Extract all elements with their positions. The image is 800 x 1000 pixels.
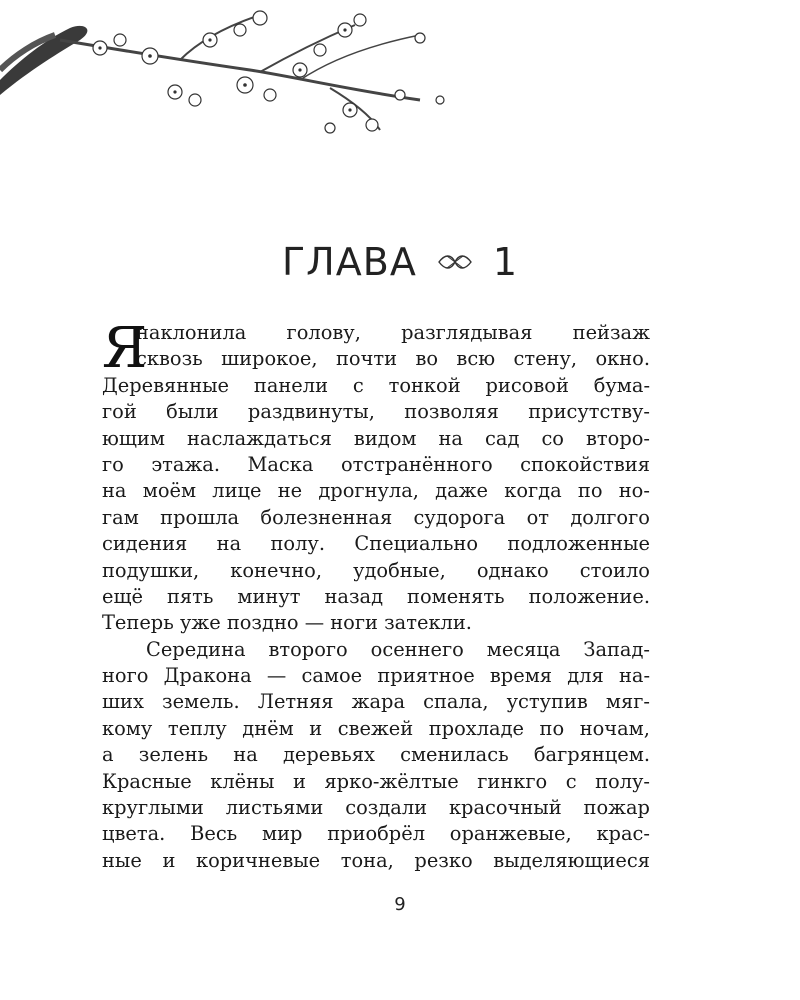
text-line: го этажа. Маска отстранённого спокойствия	[102, 452, 650, 476]
text-line: круглыми листьями создали красочный пожар	[102, 796, 650, 820]
text-line: ного Дракона — самое приятное время для на-	[102, 664, 650, 688]
chapter-heading	[0, 240, 800, 284]
text-line: сквозь широкое, почти во всю стену, окно.	[136, 347, 650, 371]
text-line: на моём лице не дрогнула, даже когда по но-	[102, 479, 650, 503]
paragraph-2	[102, 637, 650, 875]
text-line: цвета. Весь мир приобрёл оранжевые, крас-	[102, 822, 650, 846]
text-line: гой были раздвинуты, позволяя присутству-	[102, 400, 650, 424]
text-line: подушки, конечно, удобные, однако стоило	[102, 558, 650, 582]
paragraph-1	[102, 316, 650, 637]
text-line: Деревянные панели с тонкой рисовой бума-	[102, 373, 650, 397]
text-line: кому теплу днём и свежей прохладе по ночам,	[102, 716, 650, 740]
text-line: ещё пять минут назад поменять положение.	[102, 584, 650, 608]
text-line: наклонила голову, разглядывая пейзаж	[136, 321, 650, 344]
text-line: ные и коричневые тона, резко выделяющиеся	[102, 848, 650, 872]
text-line: а зелень на деревьях сменилась багрянцем.	[102, 743, 650, 767]
chapter-number: 1	[492, 240, 518, 284]
body-text	[102, 316, 650, 874]
text-line: Красные клёны и ярко-жёлтые гинкго с полу-	[102, 769, 650, 793]
page-number: 9	[394, 894, 406, 915]
text-line: Теперь уже поздно — ноги затекли.	[102, 611, 472, 635]
chapter-word: ГЛАВА	[282, 240, 417, 284]
text-line: ющим наслаждаться видом на сад со второ-	[102, 426, 650, 450]
drop-cap: Я	[102, 316, 148, 381]
text-line: Середина второго осеннего месяца Запад-	[146, 637, 650, 661]
text-line: сидения на полу. Специально подложенные	[102, 532, 650, 556]
text-line: ших земель. Летняя жара спала, уступив мяг-	[102, 690, 650, 714]
text-line: гам прошла болезненная судорога от долгого	[102, 505, 650, 529]
cherry-blossom-branch-icon	[0, 0, 480, 150]
knot-ornament-icon	[437, 252, 473, 272]
